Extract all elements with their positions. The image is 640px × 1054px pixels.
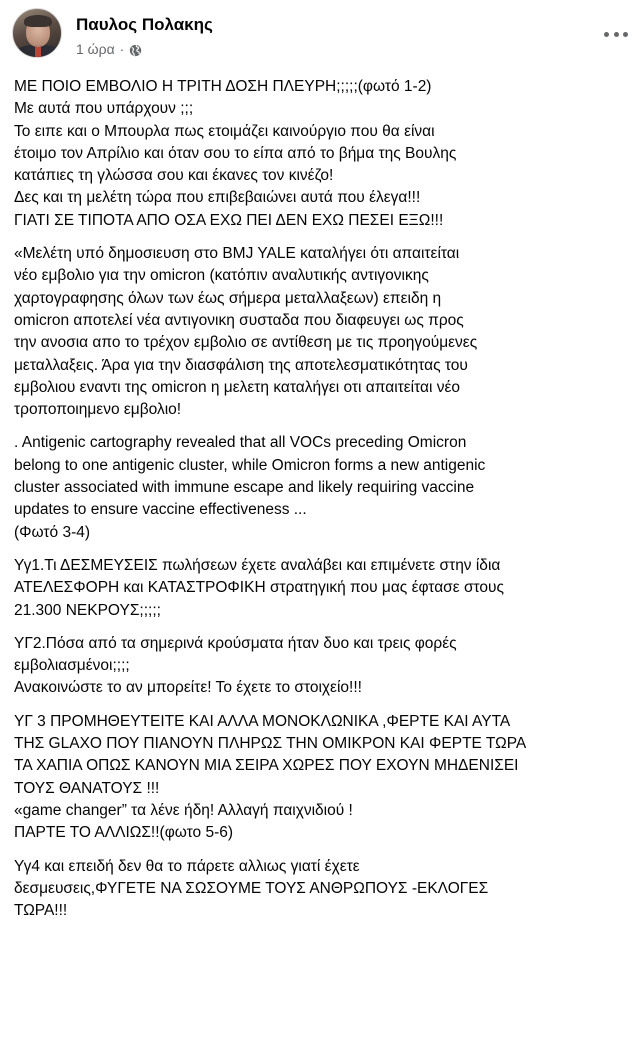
post-text-line: Υγ1.Τι ΔΕΣΜΕΥΣΕΙΣ πωλήσεων έχετε αναλάβει και επιμένετε στην ίδια (14, 556, 501, 574)
post-header (12, 8, 628, 66)
post-paragraph (14, 243, 630, 421)
post-text-line: την ανοσια απο το τρέχον εμβολιο σε αντίθεση με τις προηγούμενες (14, 334, 478, 352)
post-time[interactable]: 1 ώρα (76, 41, 115, 57)
post-text-line: μεταλλαξεις. Άρα για την διασφάλιση της αποτελεσματικότητας του (14, 356, 468, 374)
post-text-line: δεσμευσεις,ΦΥΓΕΤΕ ΝΑ ΣΩΣΟΥΜΕ ΤΟΥΣ ΑΝΘΡΩΠΟΥΣ -ΕΚΛΟΓΕΣ (14, 879, 489, 897)
post-paragraph (14, 711, 630, 845)
post-text-line: εμβολιασμένοι;;;; (14, 657, 130, 675)
post-text-line: εμβολιου εναντι της omicron η μελετη καταλήγει οτι απαιτείται νέο (14, 378, 461, 396)
post-text-line: ΤΑ ΧΑΠΙΑ ΟΠΩΣ ΚΑΝΟΥΝ ΜΙΑ ΣΕΙΡΑ ΧΩΡΕΣ ΠΟΥ ΕΧΟΥΝ ΜΗΔΕΝΙΣΕΙ (14, 757, 519, 775)
post-text-line: ΓΙΑΤΙ ΣΕ ΤΙΠΟΤΑ ΑΠΟ ΟΣΑ ΕΧΩ ΠΕΙ ΔΕΝ ΕΧΩ ΠΕΣΕΙ ΕΞΩ!!! (14, 211, 444, 229)
post-text-line: omicron αποτελεί νέα αντιγονικη συσταδα που διαφευγει ως προς (14, 311, 464, 329)
post-text-line: Το ειπε και ο Μπουρλα πως ετοιμάζει καινούργιο που θα είναι (14, 122, 435, 140)
avatar-tie (35, 47, 41, 58)
separator-dot: · (119, 41, 125, 57)
post-text-line: cluster associated with immune escape and likely requiring vaccine (14, 479, 475, 497)
post-text-line: ΑΤΕΛΕΣΦΟΡΗ και ΚΑΤΑΣΤΡΟΦΙΚΗ στρατηγική που μας έφτασε στους (14, 579, 504, 597)
post-text-line: Με αυτά που υπάρχουν ;;; (14, 100, 194, 118)
post-text-line: 21.300 ΝΕΚΡΟΥΣ;;;;; (14, 601, 161, 619)
globe-icon[interactable] (129, 43, 142, 56)
avatar[interactable] (12, 8, 62, 58)
post-paragraph (14, 76, 630, 232)
post-text-line: κατάπιες τη γλώσσα σου και έκανες τον κινέζο! (14, 167, 334, 185)
avatar-hair (24, 15, 52, 27)
post-text-line: ΥΓ2.Πόσα από τα σημερινά κρούσματα ήταν δυο και τρεις φορές (14, 634, 457, 652)
post-text-line: ΥΓ 3 ΠΡΟΜΗΘΕΥΤΕΙΤΕ ΚΑΙ ΑΛΛΑ ΜΟΝΟΚΛΩΝΙΚΑ ,ΦΕΡΤΕ ΚΑΙ ΑΥΤΑ (14, 712, 511, 730)
more-options-icon[interactable] (604, 30, 628, 38)
post-paragraph (14, 633, 630, 700)
post-text-line: Υγ4 και επειδή δεν θα το πάρετε αλλιως γιατί έχετε (14, 857, 360, 875)
post-text-line: (Φωτό 3-4) (14, 523, 91, 541)
post-text-line: ΤΟΥΣ ΘΑΝΑΤΟΥΣ !!! (14, 779, 160, 797)
post-text-line: belong to one antigenic cluster, while Omicron forms a new antigenic (14, 456, 486, 474)
post-text-line: νέο εμβολιο για την omicron (κατόπιν αναλυτικής αντιγονικης (14, 267, 429, 285)
post-text-line: τροποποιημενο εμβολιο! (14, 401, 182, 419)
post-meta (76, 8, 213, 58)
post-text-line: updates to ensure vaccine effectiveness ... (14, 501, 307, 519)
post-text-line: . Antigenic cartography revealed that all VOCs preceding Omicron (14, 434, 467, 452)
post-paragraph (14, 555, 630, 622)
post-text-line: ΤΩΡΑ!!! (14, 902, 68, 920)
post-paragraph (14, 856, 630, 923)
post-text-line: Ανακοινώστε το αν μπορείτε! Το έχετε το στοιχείο!!! (14, 679, 362, 697)
post-paragraph (14, 432, 630, 543)
post-text-line: ΠΑΡΤΕ ΤΟ ΑΛΛΙΩΣ!!(φωτο 5-6) (14, 824, 234, 842)
post-text-line: χαρτογραφησης όλων των έως σήμερα μεταλλαξεων) επειδη η (14, 289, 442, 307)
post-text-line: «game changer” τα λένε ήδη! Αλλαγή παιχνιδιού ! (14, 801, 353, 819)
author-name[interactable]: Παυλος Πολακης (76, 15, 213, 34)
post-subline (76, 40, 213, 58)
post-body (14, 76, 630, 933)
post-text-line: ΜΕ ΠΟΙΟ ΕΜΒΟΛΙΟ Η ΤΡΙΤΗ ΔΟΣΗ ΠΛΕΥΡΗ;;;;;(φωτό 1-2) (14, 78, 432, 95)
post-text-line: έτοιμο τον Απρίλιο και όταν σου το είπα από το βήμα της Βουλης (14, 144, 457, 162)
post-text-line: Δες και τη μελέτη τώρα που επιβεβαιώνει αυτά που έλεγα!!! (14, 189, 421, 207)
post-text-line: «Μελέτη υπό δημοσιευση στο BMJ YALE καταλήγει ότι απαιτείται (14, 245, 460, 263)
post-text-line: ΤΗΣ GLAXO ΠΟΥ ΠΙΑΝΟΥΝ ΠΛΗΡΩΣ ΤΗΝ ΟΜΙΚΡΟΝ ΚΑΙ ΦΕΡΤΕ ΤΩΡΑ (14, 735, 527, 753)
